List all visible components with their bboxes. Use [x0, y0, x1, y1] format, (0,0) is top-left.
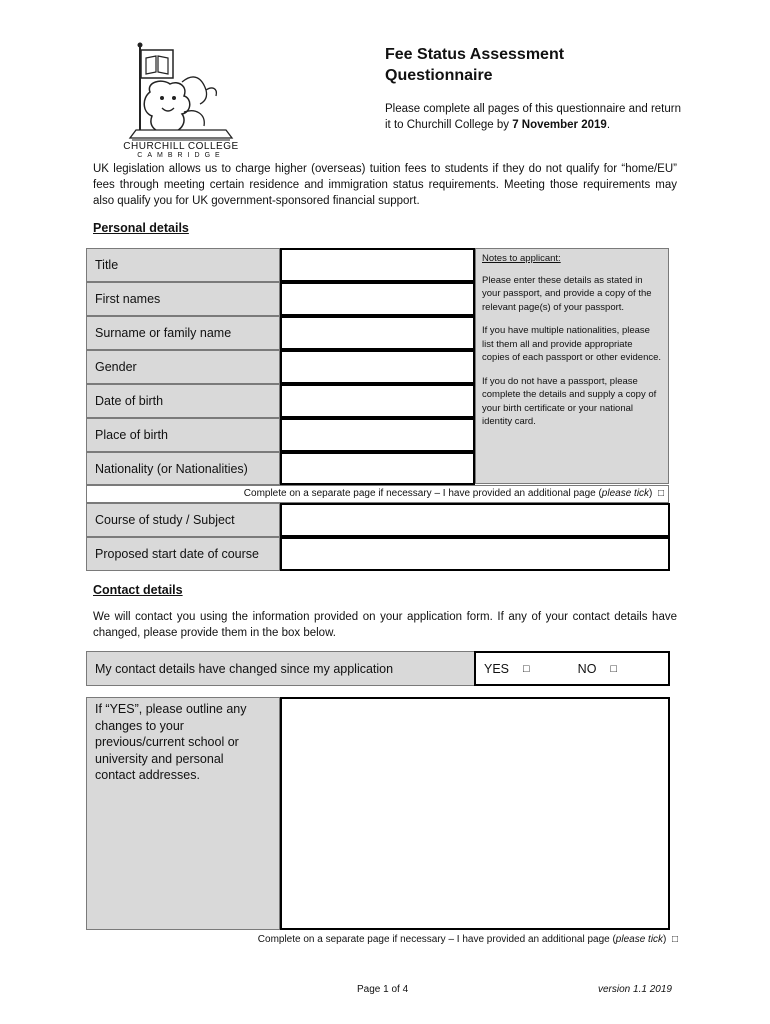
no-checkbox[interactable]: □	[610, 662, 618, 675]
separate-page-text: Complete on a separate page if necessary – I have provided an additional page (	[257, 934, 616, 945]
contact-changed-choice	[474, 651, 670, 686]
outline-changes-text: If “YES”, please outline any changes to your previous/current school or university and personal contact addresses.	[95, 702, 247, 782]
instruction-text	[385, 101, 685, 133]
label-contact-changed: My contact details have changed since my application	[86, 651, 475, 686]
note-multiple-nationalities: If you have multiple nationalities, please list them all and provide appropriate copies of each passport or other evidence.	[482, 325, 662, 363]
label-start-date: Proposed start date of course	[86, 537, 280, 571]
separate-page-note-contact	[86, 934, 678, 945]
place-of-birth-input[interactable]	[280, 418, 475, 452]
first-names-input[interactable]	[280, 282, 475, 316]
crest-college-name: CHURCHILL COLLEGE	[123, 141, 239, 152]
instruction-deadline: 7 November 2019	[512, 119, 607, 131]
contact-changes-textarea[interactable]	[280, 697, 670, 930]
separate-page-text: Complete on a separate page if necessary – I have provided an additional page (	[243, 488, 602, 499]
separate-page-italic: please tick	[615, 934, 664, 945]
gender-input[interactable]	[280, 350, 475, 384]
intro-paragraph: UK legislation allows us to charge higher (overseas) tuition fees to students if they do not qualify for “home/EU” fees through meeting certain residence and immigration status requirements. Meeting those requirements may also qualify you for UK government-sponsored financial support.	[93, 163, 677, 207]
note-passport: Please enter these details as stated in your passport, and provide a copy of the relevant page(s) of your passport.	[482, 274, 652, 313]
start-date-input[interactable]	[280, 537, 670, 571]
personal-details-heading: Personal details	[93, 221, 189, 235]
separate-page-close: )	[663, 934, 667, 945]
page-title	[385, 44, 645, 86]
yes-label: YES	[484, 661, 510, 676]
separate-page-italic: please tick	[601, 488, 650, 499]
label-surname: Surname or family name	[86, 316, 280, 350]
notes-heading: Notes to applicant:	[482, 253, 561, 264]
surname-input[interactable]	[280, 316, 475, 350]
additional-page-checkbox[interactable]: □	[657, 488, 664, 499]
label-outline-changes	[86, 697, 280, 930]
label-gender: Gender	[86, 350, 280, 384]
no-label: NO	[577, 661, 597, 676]
title-line-1: Fee Status Assessment	[385, 46, 565, 63]
label-first-names: First names	[86, 282, 280, 316]
date-of-birth-input[interactable]	[280, 384, 475, 418]
label-nationality: Nationality (or Nationalities)	[86, 452, 280, 485]
label-course: Course of study / Subject	[86, 503, 280, 537]
label-title: Title	[86, 248, 280, 282]
contact-details-heading: Contact details	[93, 583, 183, 597]
additional-page-checkbox[interactable]: □	[671, 934, 678, 945]
contact-intro-paragraph: We will contact you using the information provided on your application form. If any of your contact details have changed, please provide them in the box below.	[93, 611, 677, 639]
yes-checkbox[interactable]: □	[523, 662, 530, 675]
notes-to-applicant	[475, 248, 669, 484]
page-number: Page 1 of 4	[357, 984, 409, 995]
note-no-passport: If you do not have a passport, please complete the details and supply a copy of your birth certificate or your national identity card.	[482, 375, 657, 427]
instruction-post: .	[606, 119, 611, 131]
title-line-2: Questionnaire	[385, 67, 493, 84]
label-place-of-birth: Place of birth	[86, 418, 280, 452]
crest-city-name: CAMBRIDGE	[137, 152, 225, 159]
course-input[interactable]	[280, 503, 670, 537]
nationality-input[interactable]	[280, 452, 475, 485]
separate-page-close: )	[649, 488, 653, 499]
version-label: version 1.1 2019	[598, 984, 672, 995]
separate-page-note-personal	[86, 488, 664, 499]
lion-crest-icon	[122, 42, 240, 142]
instruction-pre: Please complete all pages of this questionnaire and return it to Churchill College by	[385, 103, 681, 131]
label-date-of-birth: Date of birth	[86, 384, 280, 418]
title-input[interactable]	[280, 248, 475, 282]
